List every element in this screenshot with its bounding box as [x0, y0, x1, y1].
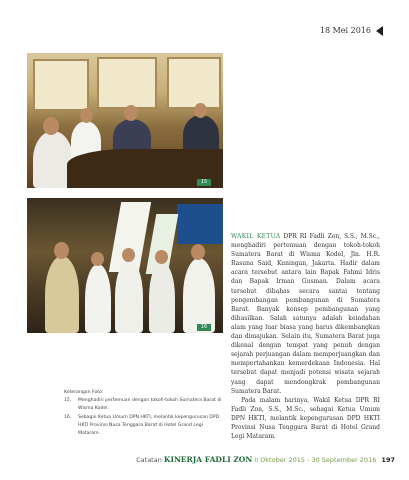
- person-head: [80, 108, 93, 123]
- person: [45, 256, 79, 333]
- caption-text: Sebagai Ketua Umum DPN HKTI, melantik kepengurusan DPD HKTI Provinsi Nusa Tenggara Barat di Hotel Grand Legi Mataram.: [78, 414, 220, 437]
- person: [149, 262, 175, 333]
- person-head: [155, 250, 168, 264]
- photo-inauguration: [27, 198, 223, 333]
- person: [183, 258, 215, 333]
- footer-prefix: Catatan: [136, 456, 162, 464]
- article-body: [231, 232, 380, 441]
- page-number: 197: [381, 456, 395, 464]
- photo-number: 15: [197, 179, 211, 186]
- person-head: [191, 244, 205, 260]
- caption-number: 15.: [64, 398, 72, 404]
- photo-meeting: [27, 53, 223, 188]
- caption-item: [64, 414, 224, 439]
- person-head: [124, 105, 138, 121]
- caption-item: [64, 397, 224, 413]
- caption-title: Keterangan Foto:: [64, 390, 104, 395]
- window: [167, 57, 221, 109]
- person-head: [122, 248, 135, 262]
- footer-brand: KINERJA FADLI ZON: [163, 455, 253, 464]
- photo-number: 16: [197, 324, 211, 331]
- footer-period: II Oktober 2015 - 30 September 2016: [254, 456, 377, 464]
- article-paragraph: Pada malam harinya, Wakil Ketua DPR RI Fadli Zon, S.S., M.Sc., sebagai Ketua Umum DPN HKTI, melantik kepengurusan DPD HKTI Provinsi Nusa Tenggara Barat di Hotel Grand Legi Mataram.: [231, 396, 380, 441]
- article-lead: WAKIL KETUA: [231, 233, 281, 240]
- person-head: [194, 103, 207, 118]
- article-paragraph: [231, 232, 380, 396]
- person-head: [54, 242, 69, 259]
- caption-number: 16.: [64, 414, 72, 420]
- window: [33, 59, 89, 111]
- page-arrow-icon: [376, 26, 383, 36]
- person: [115, 260, 143, 333]
- banner: [177, 204, 223, 244]
- window: [97, 57, 157, 109]
- article-paragraph-text: DPR RI Fadli Zon, S.S., M.Sc., menghadiri pertemuan dengan tokoh-tokoh Sumatera Barat di Wisma Kodel, Jln. H.R. Rasuna Said, Kuningan, Jakarta. Hadir dalam acara tersebut antara lain Bapak Fahmi Idris dan Bapak Irman Gusman. Dalam acara tersebut dibahas secara santai tentang pengembangan pembangunan di Sumatera Barat. Banyak konsep pembangunan yang dihasilkan. Salah satunya adalah keindahan alam yang luar biasa yang harus dikembangkan dan dimajukan. Selain itu, Sumatera Barat juga dikenal dengan tempat yang penuh dengan sejarah perjuangan dalam memperjuangkan dan mempertahankan kemerdekaan Indonesia. Hal tersebut dapat menjadi potensi wisata sejarah yang dapat mendongkrak pembangunan Sumatera Barat.: [231, 233, 380, 395]
- person: [85, 264, 111, 333]
- person-head: [43, 117, 59, 135]
- page-date: 18 Mei 2016: [319, 26, 371, 35]
- page-footer: [136, 455, 395, 464]
- photo-caption: [64, 389, 224, 438]
- caption-text: Menghadiri pertemuan dengan tokoh-tokoh Sumatera Barat di Wisma Kodel.: [78, 398, 222, 412]
- person-head: [91, 252, 104, 266]
